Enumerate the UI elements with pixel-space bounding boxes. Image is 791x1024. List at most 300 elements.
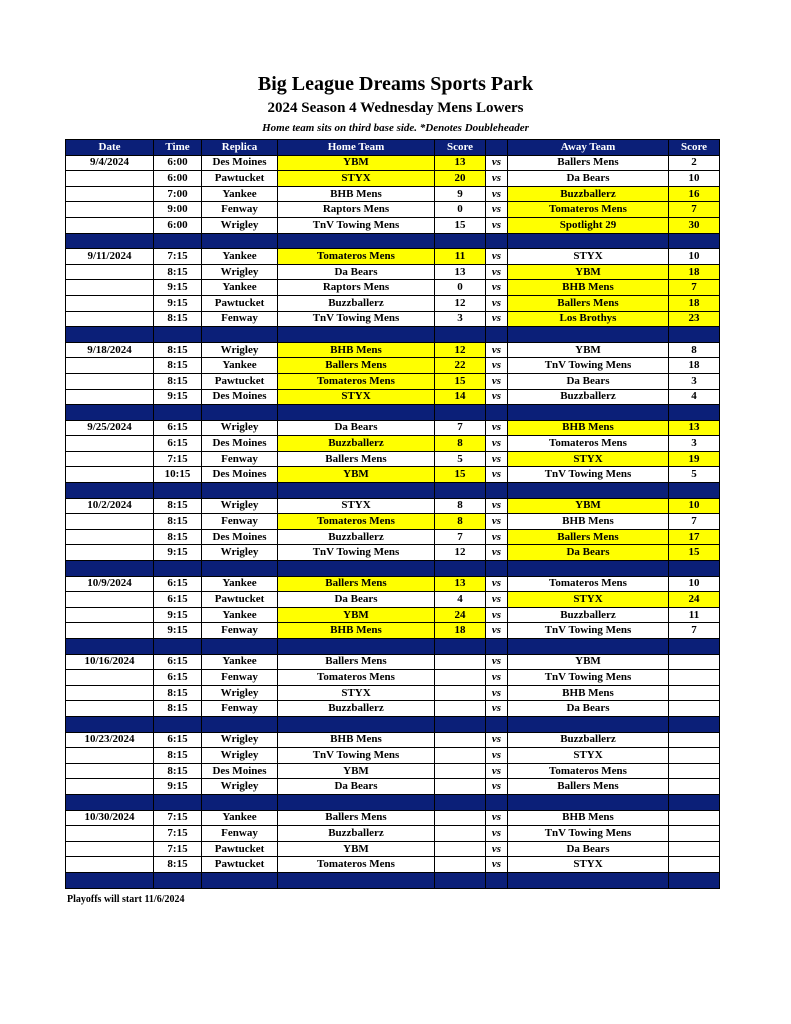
game-time: 8:15 bbox=[154, 498, 202, 514]
away-score: 18 bbox=[669, 358, 720, 374]
game-time: 7:15 bbox=[154, 249, 202, 265]
game-replica: Yankee bbox=[202, 810, 278, 826]
game-row bbox=[66, 373, 720, 389]
game-replica: Fenway bbox=[202, 451, 278, 467]
vs-label: vs bbox=[486, 467, 508, 483]
game-row bbox=[66, 467, 720, 483]
game-time: 8:15 bbox=[154, 529, 202, 545]
game-date bbox=[66, 217, 154, 233]
separator-cell bbox=[154, 872, 202, 888]
separator-cell bbox=[486, 561, 508, 577]
game-date bbox=[66, 467, 154, 483]
game-row bbox=[66, 779, 720, 795]
separator-cell bbox=[508, 561, 669, 577]
game-date bbox=[66, 529, 154, 545]
game-row bbox=[66, 607, 720, 623]
home-score: 5 bbox=[435, 451, 486, 467]
away-score: 11 bbox=[669, 607, 720, 623]
game-row bbox=[66, 545, 720, 561]
page-title: Big League Dreams Sports Park bbox=[257, 73, 534, 95]
home-score bbox=[435, 779, 486, 795]
away-score: 10 bbox=[669, 249, 720, 265]
away-score: 17 bbox=[669, 529, 720, 545]
vs-label: vs bbox=[486, 514, 508, 530]
away-team: TnV Towing Mens bbox=[508, 467, 669, 483]
separator-cell bbox=[435, 233, 486, 249]
away-score: 3 bbox=[669, 436, 720, 452]
game-row bbox=[66, 701, 720, 717]
away-team: Da Bears bbox=[508, 171, 669, 187]
game-date: 10/23/2024 bbox=[66, 732, 154, 748]
game-replica: Fenway bbox=[202, 670, 278, 686]
game-row bbox=[66, 295, 720, 311]
home-team: STYX bbox=[278, 171, 435, 187]
vs-label: vs bbox=[486, 202, 508, 218]
game-time: 8:15 bbox=[154, 701, 202, 717]
home-team: STYX bbox=[278, 498, 435, 514]
away-team: STYX bbox=[508, 249, 669, 265]
home-team: Ballers Mens bbox=[278, 576, 435, 592]
header-note: Home team sits on third base side. *Denotes Doubleheader bbox=[262, 122, 529, 134]
week-separator bbox=[66, 233, 720, 249]
separator-cell bbox=[202, 794, 278, 810]
home-team: Tomateros Mens bbox=[278, 249, 435, 265]
separator-cell bbox=[278, 233, 435, 249]
vs-label: vs bbox=[486, 623, 508, 639]
away-score bbox=[669, 826, 720, 842]
away-team: Da Bears bbox=[508, 545, 669, 561]
separator-cell bbox=[66, 405, 154, 421]
game-row bbox=[66, 451, 720, 467]
game-row bbox=[66, 841, 720, 857]
game-row bbox=[66, 514, 720, 530]
home-team: Tomateros Mens bbox=[278, 670, 435, 686]
separator-cell bbox=[202, 561, 278, 577]
away-team: Tomateros Mens bbox=[508, 436, 669, 452]
game-time: 6:15 bbox=[154, 592, 202, 608]
vs-label: vs bbox=[486, 685, 508, 701]
game-row bbox=[66, 732, 720, 748]
separator-cell bbox=[154, 716, 202, 732]
separator-cell bbox=[486, 483, 508, 499]
separator-cell bbox=[508, 794, 669, 810]
away-team: BHB Mens bbox=[508, 685, 669, 701]
separator-cell bbox=[669, 405, 720, 421]
away-score: 7 bbox=[669, 514, 720, 530]
game-row bbox=[66, 654, 720, 670]
game-replica: Des Moines bbox=[202, 155, 278, 171]
away-team: Tomateros Mens bbox=[508, 763, 669, 779]
game-date: 9/11/2024 bbox=[66, 249, 154, 265]
away-score: 15 bbox=[669, 545, 720, 561]
home-team: YBM bbox=[278, 607, 435, 623]
away-score: 18 bbox=[669, 264, 720, 280]
game-date: 9/25/2024 bbox=[66, 420, 154, 436]
separator-cell bbox=[508, 639, 669, 655]
game-row bbox=[66, 389, 720, 405]
away-team: TnV Towing Mens bbox=[508, 358, 669, 374]
separator-cell bbox=[669, 233, 720, 249]
away-score bbox=[669, 763, 720, 779]
away-score: 7 bbox=[669, 202, 720, 218]
page-subtitle: 2024 Season 4 Wednesday Mens Lowers bbox=[267, 100, 524, 116]
away-team: Ballers Mens bbox=[508, 779, 669, 795]
game-date bbox=[66, 295, 154, 311]
separator-cell bbox=[486, 872, 508, 888]
separator-cell bbox=[486, 794, 508, 810]
game-time: 6:15 bbox=[154, 576, 202, 592]
separator-cell bbox=[66, 233, 154, 249]
game-row bbox=[66, 171, 720, 187]
game-replica: Wrigley bbox=[202, 217, 278, 233]
home-team: TnV Towing Mens bbox=[278, 545, 435, 561]
away-score bbox=[669, 779, 720, 795]
game-replica: Des Moines bbox=[202, 467, 278, 483]
separator-cell bbox=[66, 561, 154, 577]
separator-cell bbox=[508, 233, 669, 249]
away-team: TnV Towing Mens bbox=[508, 623, 669, 639]
game-time: 7:00 bbox=[154, 186, 202, 202]
separator-cell bbox=[66, 872, 154, 888]
col-header-home-team: Home Team bbox=[278, 140, 435, 156]
game-replica: Pawtucket bbox=[202, 373, 278, 389]
week-separator bbox=[66, 716, 720, 732]
home-team: STYX bbox=[278, 685, 435, 701]
away-score: 16 bbox=[669, 186, 720, 202]
game-date: 10/9/2024 bbox=[66, 576, 154, 592]
away-score: 5 bbox=[669, 467, 720, 483]
game-time: 8:15 bbox=[154, 763, 202, 779]
home-score: 9 bbox=[435, 186, 486, 202]
separator-cell bbox=[66, 794, 154, 810]
away-team: Buzzballerz bbox=[508, 389, 669, 405]
separator-cell bbox=[202, 405, 278, 421]
separator-cell bbox=[278, 483, 435, 499]
game-date: 9/18/2024 bbox=[66, 342, 154, 358]
game-row bbox=[66, 280, 720, 296]
away-team: TnV Towing Mens bbox=[508, 826, 669, 842]
vs-label: vs bbox=[486, 607, 508, 623]
away-score bbox=[669, 685, 720, 701]
game-time: 6:15 bbox=[154, 436, 202, 452]
game-time: 6:00 bbox=[154, 155, 202, 171]
game-row bbox=[66, 202, 720, 218]
vs-label: vs bbox=[486, 670, 508, 686]
game-date: 10/2/2024 bbox=[66, 498, 154, 514]
vs-label: vs bbox=[486, 826, 508, 842]
home-team: Tomateros Mens bbox=[278, 857, 435, 873]
home-team: Tomateros Mens bbox=[278, 514, 435, 530]
separator-cell bbox=[435, 794, 486, 810]
home-team: TnV Towing Mens bbox=[278, 748, 435, 764]
separator-cell bbox=[154, 327, 202, 343]
home-score: 20 bbox=[435, 171, 486, 187]
vs-label: vs bbox=[486, 311, 508, 327]
separator-cell bbox=[508, 872, 669, 888]
vs-label: vs bbox=[486, 779, 508, 795]
game-time: 9:15 bbox=[154, 623, 202, 639]
separator-cell bbox=[669, 872, 720, 888]
game-date bbox=[66, 311, 154, 327]
home-score: 13 bbox=[435, 264, 486, 280]
home-team: YBM bbox=[278, 763, 435, 779]
game-row bbox=[66, 155, 720, 171]
home-team: TnV Towing Mens bbox=[278, 217, 435, 233]
separator-cell bbox=[154, 233, 202, 249]
game-date bbox=[66, 514, 154, 530]
game-time: 6:15 bbox=[154, 670, 202, 686]
vs-label: vs bbox=[486, 545, 508, 561]
vs-label: vs bbox=[486, 373, 508, 389]
separator-cell bbox=[669, 794, 720, 810]
away-score bbox=[669, 670, 720, 686]
separator-cell bbox=[66, 327, 154, 343]
away-score: 3 bbox=[669, 373, 720, 389]
away-team: STYX bbox=[508, 451, 669, 467]
away-score bbox=[669, 732, 720, 748]
game-date bbox=[66, 857, 154, 873]
away-score: 23 bbox=[669, 311, 720, 327]
game-row bbox=[66, 670, 720, 686]
home-team: Buzzballerz bbox=[278, 826, 435, 842]
away-team: Spotlight 29 bbox=[508, 217, 669, 233]
vs-label: vs bbox=[486, 576, 508, 592]
game-time: 7:15 bbox=[154, 810, 202, 826]
col-header-away-score: Score bbox=[669, 140, 720, 156]
col-header-away-team: Away Team bbox=[508, 140, 669, 156]
home-score bbox=[435, 857, 486, 873]
game-time: 6:00 bbox=[154, 171, 202, 187]
home-score bbox=[435, 670, 486, 686]
game-date bbox=[66, 373, 154, 389]
home-team: BHB Mens bbox=[278, 732, 435, 748]
vs-label: vs bbox=[486, 420, 508, 436]
away-team: Ballers Mens bbox=[508, 529, 669, 545]
home-score: 18 bbox=[435, 623, 486, 639]
game-time: 7:15 bbox=[154, 826, 202, 842]
home-score bbox=[435, 841, 486, 857]
home-score: 15 bbox=[435, 467, 486, 483]
separator-cell bbox=[486, 233, 508, 249]
game-replica: Pawtucket bbox=[202, 295, 278, 311]
game-time: 6:15 bbox=[154, 420, 202, 436]
separator-cell bbox=[486, 405, 508, 421]
game-row bbox=[66, 264, 720, 280]
home-score: 13 bbox=[435, 576, 486, 592]
game-time: 9:15 bbox=[154, 295, 202, 311]
game-time: 10:15 bbox=[154, 467, 202, 483]
game-replica: Fenway bbox=[202, 514, 278, 530]
game-row bbox=[66, 358, 720, 374]
away-team: BHB Mens bbox=[508, 810, 669, 826]
game-replica: Pawtucket bbox=[202, 171, 278, 187]
separator-cell bbox=[435, 872, 486, 888]
vs-label: vs bbox=[486, 810, 508, 826]
game-date bbox=[66, 763, 154, 779]
home-score bbox=[435, 701, 486, 717]
game-time: 8:15 bbox=[154, 358, 202, 374]
week-separator bbox=[66, 405, 720, 421]
vs-label: vs bbox=[486, 451, 508, 467]
vs-label: vs bbox=[486, 264, 508, 280]
game-time: 8:15 bbox=[154, 514, 202, 530]
schedule-body bbox=[66, 155, 720, 888]
separator-cell bbox=[202, 872, 278, 888]
separator-cell bbox=[154, 639, 202, 655]
separator-cell bbox=[278, 327, 435, 343]
vs-label: vs bbox=[486, 155, 508, 171]
game-time: 8:15 bbox=[154, 342, 202, 358]
col-header-replica: Replica bbox=[202, 140, 278, 156]
game-date bbox=[66, 779, 154, 795]
game-time: 6:15 bbox=[154, 654, 202, 670]
game-row bbox=[66, 217, 720, 233]
away-score: 7 bbox=[669, 623, 720, 639]
separator-cell bbox=[278, 561, 435, 577]
week-separator bbox=[66, 639, 720, 655]
home-score: 11 bbox=[435, 249, 486, 265]
separator-cell bbox=[669, 561, 720, 577]
separator-cell bbox=[508, 716, 669, 732]
away-score: 24 bbox=[669, 592, 720, 608]
game-time: 9:15 bbox=[154, 389, 202, 405]
game-date bbox=[66, 623, 154, 639]
game-replica: Yankee bbox=[202, 576, 278, 592]
game-date bbox=[66, 607, 154, 623]
separator-cell bbox=[435, 639, 486, 655]
game-time: 9:15 bbox=[154, 280, 202, 296]
game-time: 8:15 bbox=[154, 311, 202, 327]
game-row bbox=[66, 592, 720, 608]
vs-label: vs bbox=[486, 654, 508, 670]
away-team: Da Bears bbox=[508, 841, 669, 857]
away-score bbox=[669, 701, 720, 717]
game-replica: Fenway bbox=[202, 701, 278, 717]
game-row bbox=[66, 763, 720, 779]
game-row bbox=[66, 498, 720, 514]
game-date bbox=[66, 171, 154, 187]
separator-cell bbox=[486, 639, 508, 655]
separator-cell bbox=[278, 872, 435, 888]
game-time: 9:15 bbox=[154, 607, 202, 623]
game-date bbox=[66, 186, 154, 202]
away-team: Tomateros Mens bbox=[508, 202, 669, 218]
vs-label: vs bbox=[486, 436, 508, 452]
vs-label: vs bbox=[486, 280, 508, 296]
home-score: 12 bbox=[435, 342, 486, 358]
away-team: Ballers Mens bbox=[508, 155, 669, 171]
vs-label: vs bbox=[486, 295, 508, 311]
game-row bbox=[66, 685, 720, 701]
game-time: 9:15 bbox=[154, 545, 202, 561]
separator-cell bbox=[202, 483, 278, 499]
home-team: Buzzballerz bbox=[278, 436, 435, 452]
home-score: 14 bbox=[435, 389, 486, 405]
away-team: Buzzballerz bbox=[508, 607, 669, 623]
vs-label: vs bbox=[486, 358, 508, 374]
game-replica: Fenway bbox=[202, 623, 278, 639]
home-team: Ballers Mens bbox=[278, 358, 435, 374]
separator-cell bbox=[66, 483, 154, 499]
home-team: TnV Towing Mens bbox=[278, 311, 435, 327]
game-date bbox=[66, 592, 154, 608]
game-row bbox=[66, 249, 720, 265]
away-score: 19 bbox=[669, 451, 720, 467]
game-date bbox=[66, 451, 154, 467]
home-team: YBM bbox=[278, 155, 435, 171]
game-date bbox=[66, 670, 154, 686]
home-team: Da Bears bbox=[278, 592, 435, 608]
col-header-vs bbox=[486, 140, 508, 156]
home-score: 12 bbox=[435, 545, 486, 561]
separator-cell bbox=[278, 794, 435, 810]
away-score: 10 bbox=[669, 576, 720, 592]
away-team: BHB Mens bbox=[508, 280, 669, 296]
away-score: 10 bbox=[669, 498, 720, 514]
home-team: Ballers Mens bbox=[278, 451, 435, 467]
game-time: 8:15 bbox=[154, 264, 202, 280]
game-time: 7:15 bbox=[154, 451, 202, 467]
home-score: 22 bbox=[435, 358, 486, 374]
home-score: 8 bbox=[435, 498, 486, 514]
week-separator bbox=[66, 483, 720, 499]
home-score: 0 bbox=[435, 280, 486, 296]
game-row bbox=[66, 576, 720, 592]
separator-cell bbox=[154, 483, 202, 499]
home-team: BHB Mens bbox=[278, 186, 435, 202]
away-score bbox=[669, 857, 720, 873]
game-replica: Yankee bbox=[202, 249, 278, 265]
game-date: 9/4/2024 bbox=[66, 155, 154, 171]
col-header-home-score: Score bbox=[435, 140, 486, 156]
home-team: Buzzballerz bbox=[278, 701, 435, 717]
vs-label: vs bbox=[486, 592, 508, 608]
header-row bbox=[66, 140, 720, 156]
game-date bbox=[66, 436, 154, 452]
away-score: 7 bbox=[669, 280, 720, 296]
home-score: 12 bbox=[435, 295, 486, 311]
col-header-date: Date bbox=[66, 140, 154, 156]
game-row bbox=[66, 436, 720, 452]
game-row bbox=[66, 826, 720, 842]
home-team: Tomateros Mens bbox=[278, 373, 435, 389]
game-row bbox=[66, 420, 720, 436]
home-team: YBM bbox=[278, 841, 435, 857]
separator-cell bbox=[154, 561, 202, 577]
game-date bbox=[66, 358, 154, 374]
week-separator bbox=[66, 794, 720, 810]
separator-cell bbox=[154, 794, 202, 810]
home-team: Ballers Mens bbox=[278, 810, 435, 826]
away-team: STYX bbox=[508, 592, 669, 608]
game-time: 6:00 bbox=[154, 217, 202, 233]
vs-label: vs bbox=[486, 857, 508, 873]
game-replica: Pawtucket bbox=[202, 841, 278, 857]
away-team: YBM bbox=[508, 498, 669, 514]
game-replica: Des Moines bbox=[202, 436, 278, 452]
vs-label: vs bbox=[486, 217, 508, 233]
home-score: 8 bbox=[435, 436, 486, 452]
vs-label: vs bbox=[486, 701, 508, 717]
game-row bbox=[66, 748, 720, 764]
separator-cell bbox=[154, 405, 202, 421]
home-score: 15 bbox=[435, 217, 486, 233]
separator-cell bbox=[435, 405, 486, 421]
game-date: 10/30/2024 bbox=[66, 810, 154, 826]
game-replica: Yankee bbox=[202, 607, 278, 623]
game-replica: Wrigley bbox=[202, 685, 278, 701]
away-team: TnV Towing Mens bbox=[508, 670, 669, 686]
